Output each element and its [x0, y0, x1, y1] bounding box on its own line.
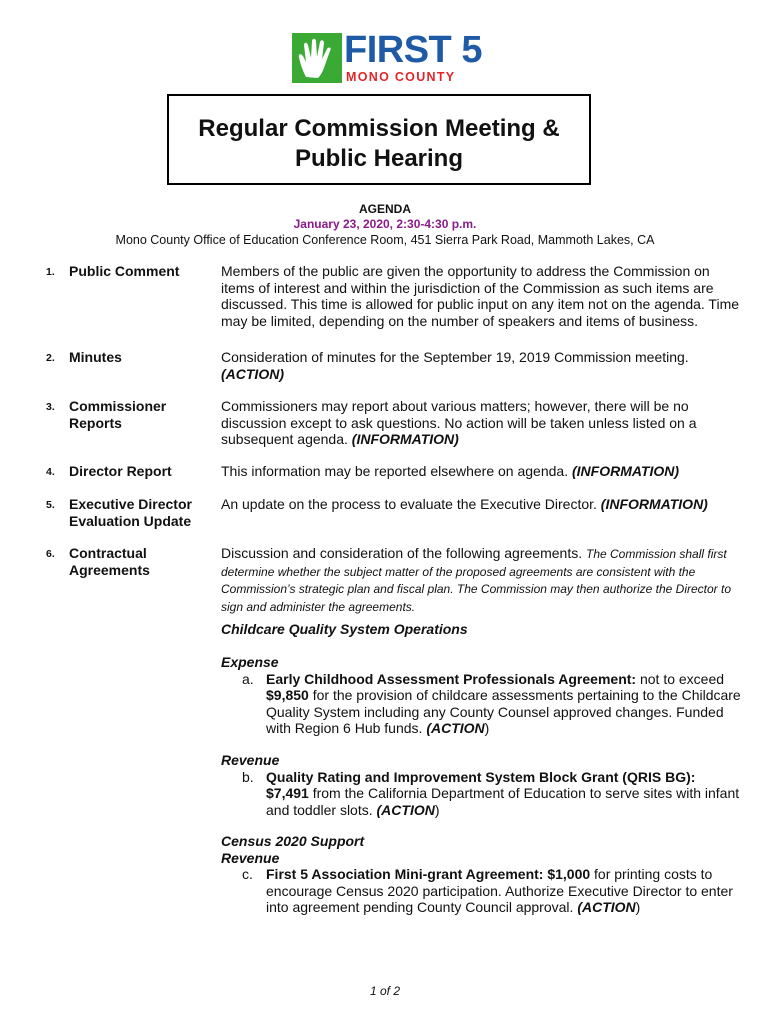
agreement-close: ): [484, 720, 490, 736]
expense-block: [221, 654, 741, 737]
agreement-text: for the provision of childcare assessments pertaining to the Childcare Quality System including any County Counsel approved changes. Funded with Region 6 Hub funds.: [266, 687, 741, 736]
meeting-location: Mono County Office of Education Conference Room, 451 Sierra Park Road, Mammoth Lakes, CA: [115, 233, 655, 247]
agreement-close: ): [635, 899, 641, 915]
item-description: [221, 349, 741, 382]
agreement-a: [221, 671, 741, 737]
agreement-close: ): [434, 801, 440, 818]
item-number: 3.: [46, 401, 55, 413]
logo-wordmark: FIRST 5: [344, 29, 482, 71]
item-number: 4.: [46, 466, 55, 478]
item-number: 5.: [46, 499, 55, 511]
census-block: [221, 833, 741, 916]
agreement-text: for printing costs to encourage Census 2020 participation. Authorize Executive Director to enter into agreement pending County Council approval.: [266, 866, 733, 915]
item-description-text: Consideration of minutes for the September 19, 2019 Commission meeting.: [221, 349, 689, 365]
item-description: [221, 496, 741, 513]
item-description-text: Members of the public are given the opportunity to address the Commission on items of interest and within the jurisdiction of the Commission as such items are discussed. This time is allowed for public input on any item not on the agenda. Time may be limited, depending on the number of speakers and items of business.: [221, 263, 740, 329]
agreement-title: Quality Rating and Improvement System Block Grant (QRIS BG): $7,491: [266, 768, 696, 801]
page-number: 1 of 2: [369, 984, 401, 998]
agenda-header: [0, 202, 770, 248]
list-letter: b.: [242, 768, 254, 785]
item-number: 1.: [46, 266, 55, 278]
meeting-date: January 23, 2020, 2:30-4:30 p.m.: [293, 217, 477, 231]
item-tag: (ACTION): [221, 365, 284, 382]
section-heading: Childcare Quality System Operations: [221, 621, 468, 637]
item-description: [221, 545, 741, 615]
item-description-text: Commissioners may report about various matters; however, there will be no discussion except to ask questions. No action will be taken unless listed on a subsequent agenda.: [221, 398, 697, 447]
agreement-text: from the California Department of Education to serve sites with infant and toddler slots.: [266, 785, 740, 818]
section-childcare: [221, 621, 741, 638]
page-title: Regular Commission Meeting & Public Hearing: [198, 115, 560, 172]
agreement-title: Early Childhood Assessment Professionals Agreement:: [266, 670, 637, 687]
item-description: [221, 263, 741, 329]
hand-icon: [292, 33, 342, 83]
logo-subtitle: MONO COUNTY: [346, 70, 456, 84]
revenue-block: [221, 752, 741, 818]
agreement-b: [221, 769, 741, 819]
item-name: Minutes: [69, 349, 122, 365]
item-name: Public Comment: [69, 263, 180, 279]
agreement-amount: $9,850: [266, 687, 309, 703]
item-description: [221, 463, 741, 480]
item-description-text: This information may be reported elsewhere on agenda.: [221, 463, 569, 479]
item-name: Commissioner Reports: [69, 398, 167, 431]
agreement-c: [221, 866, 741, 916]
item-tag: (INFORMATION): [600, 496, 708, 512]
first5-logo: [292, 29, 484, 85]
agreement-title: First 5 Association Mini-grant Agreement: $1,000: [266, 866, 591, 882]
title-box: [167, 94, 591, 185]
item-name: Executive Director Evaluation Update: [69, 496, 192, 529]
revenue-label: Revenue: [221, 849, 280, 866]
item-number: 2.: [46, 352, 55, 364]
expense-label: Expense: [221, 654, 279, 670]
agreement-tag: (ACTION: [376, 801, 435, 818]
item-name: Contractual Agreements: [69, 545, 150, 578]
section-heading: Census 2020 Support: [221, 833, 365, 849]
item-number: 6.: [46, 548, 55, 560]
item-note: The Commission shall first determine whether the subject matter of the proposed agreements are consistent with the Commission’s strategic plan and fiscal plan. The Commission may then authorize the Director to sign and administer the agreements.: [221, 547, 731, 614]
item-description: [221, 398, 741, 448]
agenda-label: AGENDA: [358, 202, 411, 216]
agreement-tag: (ACTION: [426, 720, 485, 736]
item-name: Director Report: [69, 463, 172, 479]
revenue-label: Revenue: [221, 752, 280, 768]
item-tag: (INFORMATION): [351, 431, 459, 447]
item-description-text: An update on the process to evaluate the Executive Director.: [221, 496, 597, 512]
list-letter: c.: [242, 866, 253, 882]
item-tag: (INFORMATION): [571, 463, 680, 479]
item-description-text: Discussion and consideration of the following agreements.: [221, 545, 583, 561]
agreement-tag: (ACTION: [577, 899, 636, 915]
agreement-pre: not to exceed: [636, 670, 725, 687]
list-letter: a.: [242, 670, 254, 687]
